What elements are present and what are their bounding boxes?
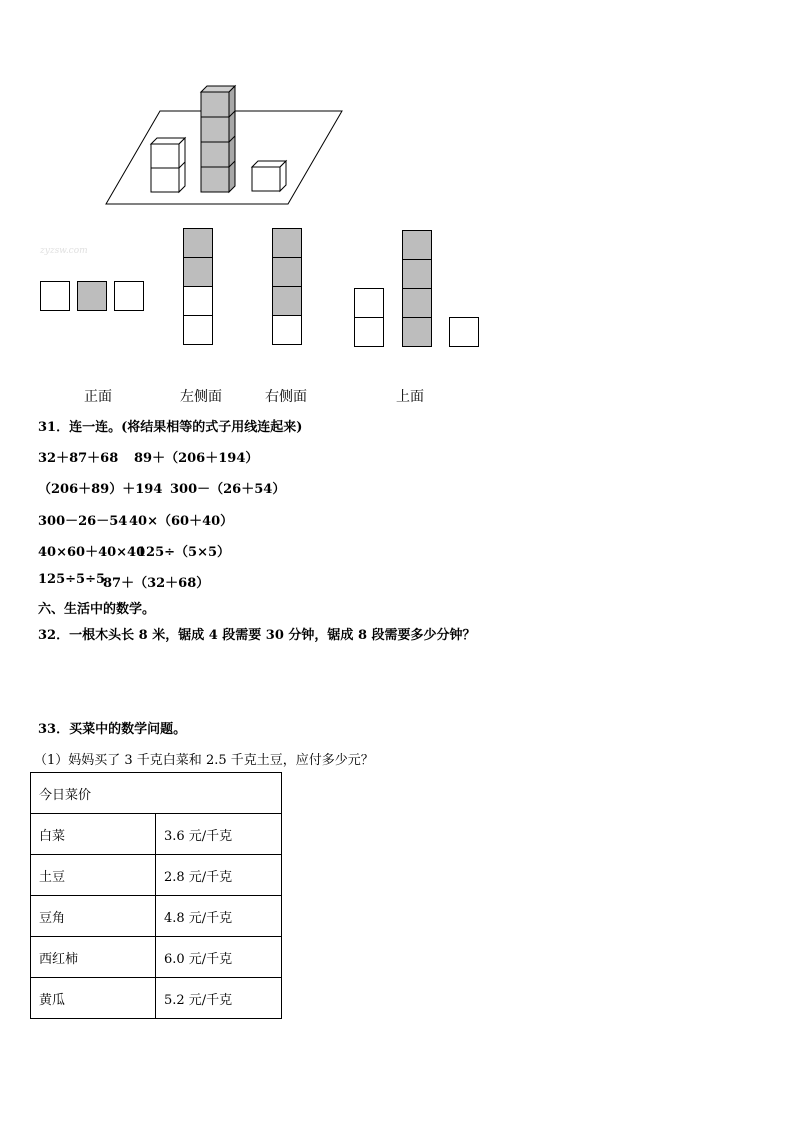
expr-right: 89＋（206＋194） <box>134 451 259 466</box>
vegetable-price: 4.8 元/千克 <box>156 896 282 937</box>
left-view-cell <box>183 228 213 258</box>
left-view-cell <box>183 257 213 287</box>
question-33-title: 33．买菜中的数学问题。 <box>38 722 187 737</box>
vegetable-name: 黄瓜 <box>31 978 156 1019</box>
right-view-label: 右侧面 <box>265 389 307 405</box>
question-33-sub1: （1）妈妈买了 3 千克白菜和 2.5 千克土豆，应付多少元？ <box>34 753 374 768</box>
question-32: 32．一根木头长 8 米，锯成 4 段需要 30 分钟，锯成 8 段需要多少分钟？ <box>38 628 476 643</box>
left-view-label: 左侧面 <box>180 389 222 405</box>
price-table <box>30 772 282 1019</box>
table-row <box>31 978 282 1019</box>
top-view-cell <box>402 288 432 318</box>
vegetable-price: 6.0 元/千克 <box>156 937 282 978</box>
vegetable-price: 3.6 元/千克 <box>156 814 282 855</box>
expr-right: 125÷（5×5） <box>137 545 231 560</box>
right-view-cell <box>272 257 302 287</box>
vegetable-name: 西红柿 <box>31 937 156 978</box>
tall-cube-stack <box>201 86 235 192</box>
front-view-label: 正面 <box>84 389 112 405</box>
expr-left: 300－26－54 <box>38 514 128 529</box>
vegetable-name: 土豆 <box>31 855 156 896</box>
vegetable-name: 豆角 <box>31 896 156 937</box>
vegetable-name: 白菜 <box>31 814 156 855</box>
right-view-cell <box>272 228 302 258</box>
vegetable-price: 5.2 元/千克 <box>156 978 282 1019</box>
expr-right: 87＋（32＋68） <box>103 576 210 591</box>
cube-arrangement-figure <box>100 80 350 210</box>
table-row <box>31 814 282 855</box>
right-view-cell <box>272 286 302 316</box>
table-row <box>31 896 282 937</box>
left-view-cell <box>183 286 213 316</box>
top-view-cell <box>402 259 432 289</box>
left-view-cell <box>183 315 213 345</box>
front-view-cell <box>114 281 144 311</box>
top-view-cell <box>354 317 384 347</box>
expr-left: 125÷5÷5 <box>38 572 106 587</box>
vegetable-price: 2.8 元/千克 <box>156 855 282 896</box>
section-6-heading: 六、生活中的数学。 <box>38 602 156 617</box>
expr-left: （206＋89）＋194 <box>38 482 163 497</box>
top-view-label: 上面 <box>396 389 424 405</box>
expr-right: 40×（60＋40） <box>129 514 234 529</box>
top-view-cell <box>402 230 432 260</box>
expr-left: 40×60＋40×40 <box>38 545 146 560</box>
single-cube <box>252 161 286 191</box>
left-cube-stack <box>151 138 185 192</box>
price-table-header-row <box>31 773 282 814</box>
question-31-title: 31．连一连。(将结果相等的式子用线连起来) <box>38 420 303 435</box>
watermark: zyzsw.com <box>40 246 88 256</box>
table-row <box>31 855 282 896</box>
price-table-header: 今日菜价 <box>31 773 282 814</box>
front-view-cell <box>77 281 107 311</box>
expr-right: 300－（26＋54） <box>170 482 286 497</box>
table-row <box>31 937 282 978</box>
right-view-cell <box>272 315 302 345</box>
expr-left: 32＋87＋68 <box>38 451 119 466</box>
front-view-cell <box>40 281 70 311</box>
top-view-cell <box>449 317 479 347</box>
top-view-cell <box>402 317 432 347</box>
top-view-cell <box>354 288 384 318</box>
